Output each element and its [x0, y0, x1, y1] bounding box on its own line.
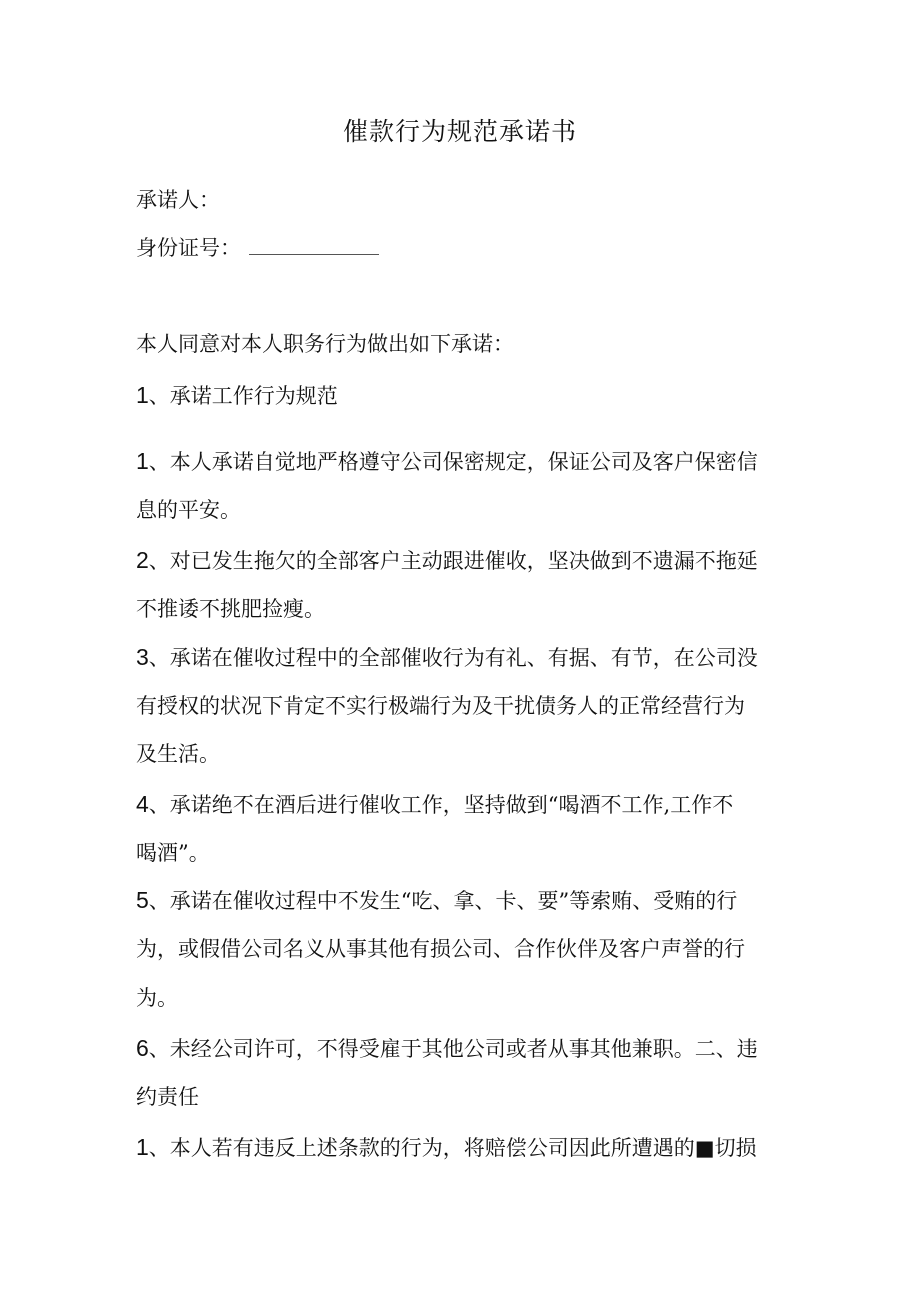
section-heading [136, 381, 338, 410]
promisor-label: 承诺人： [136, 188, 220, 212]
body-line [136, 838, 210, 867]
item-number: 1 [136, 1134, 149, 1160]
id-number-label: 身份证号： [136, 236, 241, 260]
body-line-text: 不推诿不挑肥捡瘦。 [136, 597, 325, 621]
body-line-text: 、本人若有违反上述条款的行为，将赔偿公司因此所遭遇的■切损 [148, 1136, 757, 1160]
body-line-text: 为，或假借公司名义从事其他有损公司、合作伙伴及客户声誉的行 [136, 937, 745, 961]
body-line-text: 为。 [136, 986, 178, 1010]
promisor-line [136, 186, 220, 214]
body-line [136, 495, 241, 524]
id-number-line [136, 234, 379, 262]
body-line-text: 、对已发生拖欠的全部客户主动跟进催收，坚决做到不遗漏不拖延 [148, 549, 758, 573]
body-line [136, 1034, 758, 1063]
document-title: 催款行为规范承诺书 [342, 117, 577, 146]
body-line [136, 691, 745, 720]
body-line [136, 934, 745, 963]
body-line [136, 886, 737, 915]
item-number: 1 [136, 448, 149, 474]
id-number-blank [249, 234, 379, 255]
body-line [136, 546, 758, 575]
body-line [136, 790, 733, 819]
item-number: 4 [136, 791, 149, 817]
body-line [136, 1082, 199, 1111]
intro-line [136, 330, 514, 358]
intro-text: 本人同意对本人职务行为做出如下承诺： [136, 332, 514, 356]
body-line-text: 有授权的状况下肯定不实行极端行为及干扰债务人的正常经营行为 [136, 694, 745, 718]
section-heading-text: 、承诺工作行为规范 [148, 384, 338, 408]
item-number: 5 [136, 887, 149, 913]
body-line [136, 1133, 757, 1162]
body-line-text: 、承诺在催收过程中不发生“吃、拿、卡、要”等索贿、受贿的行 [148, 889, 738, 913]
body-line [136, 447, 758, 476]
body-line-text: 喝酒”。 [136, 841, 210, 865]
body-line-text: 约责任 [136, 1085, 199, 1109]
body-line-text: 息的平安。 [136, 498, 241, 522]
body-line-text: 、承诺绝不在酒后进行催收工作，坚持做到“喝酒不工作,工作不 [148, 793, 734, 817]
body-line [136, 739, 220, 768]
body-line-text: 及生活。 [136, 742, 220, 766]
item-number: 2 [136, 547, 149, 573]
section-number: 1 [136, 382, 149, 408]
body-line-text: 、承诺在催收过程中的全部催收行为有礼、有据、有节，在公司没 [148, 646, 758, 670]
body-line [136, 594, 325, 623]
body-line [136, 983, 178, 1012]
body-line-text: 、本人承诺自觉地严格遵守公司保密规定，保证公司及客户保密信 [148, 450, 758, 474]
body-line [136, 643, 758, 672]
item-number: 3 [136, 644, 149, 670]
item-number: 6 [136, 1035, 149, 1061]
body-line-text: 、未经公司许可，不得受雇于其他公司或者从事其他兼职。二、违 [148, 1037, 758, 1061]
